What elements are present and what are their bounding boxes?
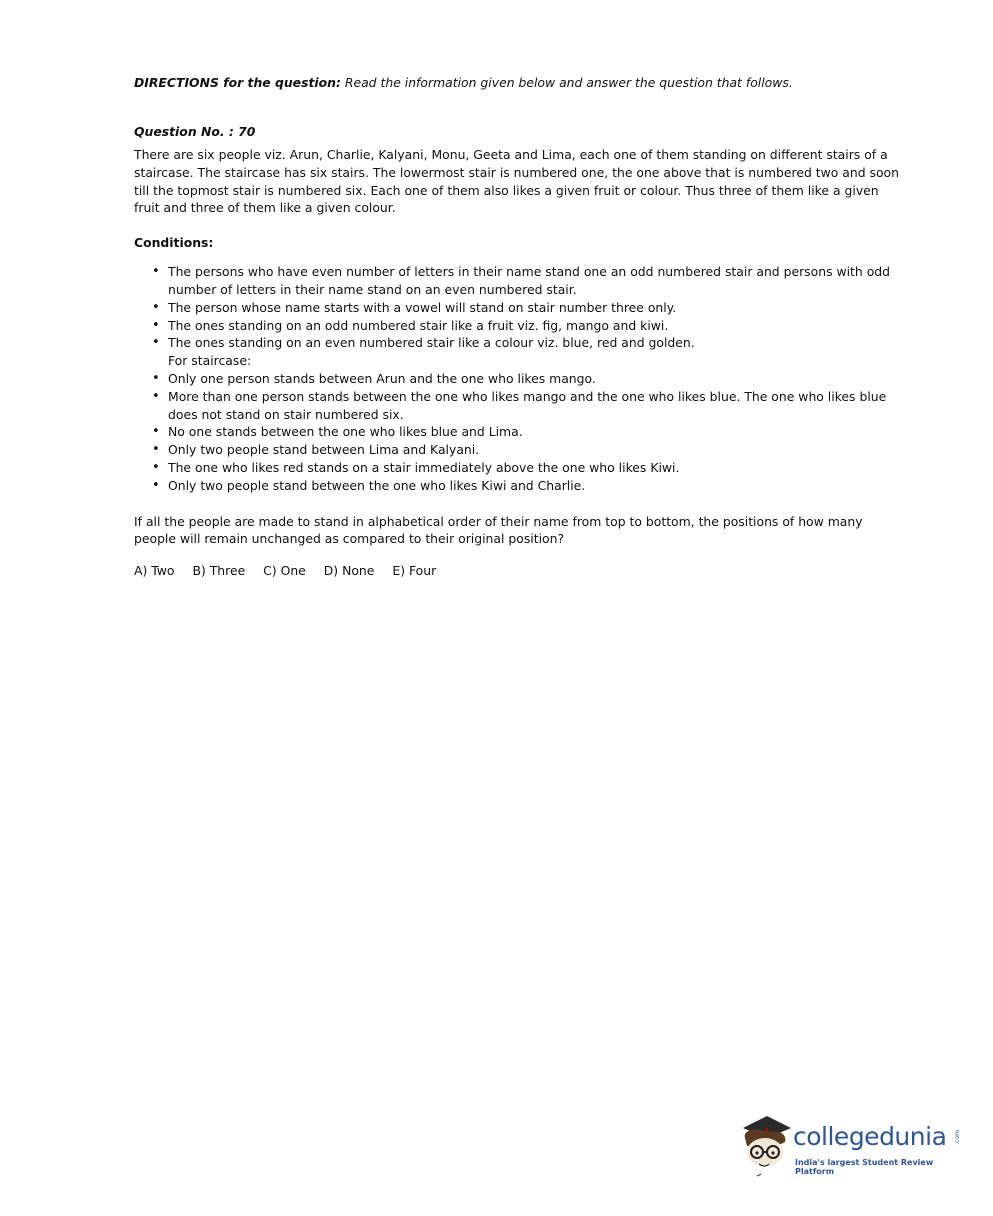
- condition-item: • More than one person stands between the one who likes mango and the one who likes blue. The one who likes blue does not stand on stair numbered six.: [152, 388, 904, 424]
- option-c: C) One: [263, 563, 306, 579]
- directions-label: DIRECTIONS for the question:: [134, 75, 341, 90]
- condition-item: • The person whose name starts with a vowel will stand on stair number three only.: [152, 299, 904, 317]
- condition-subheading: For staircase:: [168, 353, 252, 369]
- directions: [134, 74, 904, 91]
- option-e: E) Four: [392, 563, 437, 579]
- option-a: A) Two: [134, 563, 175, 579]
- logo-tagline: India's largest Student Review Platform: [795, 1158, 934, 1176]
- condition-item: • Only one person stands between Arun and the one who likes mango.: [152, 370, 904, 388]
- mascot-icon: [737, 1108, 797, 1183]
- condition-item: • Only two people stand between Lima and Kalyani.: [152, 441, 904, 459]
- logo-suffix: .com: [954, 1130, 961, 1145]
- option-d: D) None: [323, 563, 375, 579]
- condition-item: • The one who likes red stands on a stair immediately above the one who likes Kiwi.: [152, 459, 904, 477]
- option-b: B) Three: [192, 563, 246, 579]
- conditions-title: Conditions:: [134, 235, 214, 251]
- logo-wordmark: collegedunia: [793, 1122, 947, 1151]
- collegedunia-logo: [737, 1108, 967, 1183]
- passage: There are six people viz. Arun, Charlie, Kalyani, Monu, Geeta and Lima, each one of them standing on different stairs of a staircase. The staircase has six stairs. The lowermost stair is numbered one, the one above that is numbered two and soon till the topmost stair is numbered six. Each one of them also likes a given fruit or colour. Thus three of them like a given fruit and three of them like a given colour.: [134, 147, 899, 216]
- condition-item: • No one stands between the one who likes blue and Lima.: [152, 423, 904, 441]
- answer-options: [134, 562, 904, 579]
- condition-item: • The persons who have even number of letters in their name stand one an odd numbered stair and persons with odd number of letters in their name stand on an even numbered stair.: [152, 263, 904, 299]
- condition-item: • Only two people stand between the one who likes Kiwi and Charlie.: [152, 477, 904, 495]
- conditions-list: [134, 263, 904, 494]
- condition-item: • The ones standing on an odd numbered stair like a fruit viz. fig, mango and kiwi.: [152, 317, 904, 335]
- question-number: Question No. : 70: [134, 124, 256, 139]
- condition-item: • The ones standing on an even numbered stair like a colour viz. blue, red and golden.: [152, 334, 904, 352]
- directions-text: Read the information given below and answer the question that follows.: [340, 75, 793, 90]
- question-page: [134, 74, 904, 579]
- final-question: If all the people are made to stand in alphabetical order of their name from top to bottom, the positions of how many people will remain unchanged as compared to their original position?: [134, 513, 863, 547]
